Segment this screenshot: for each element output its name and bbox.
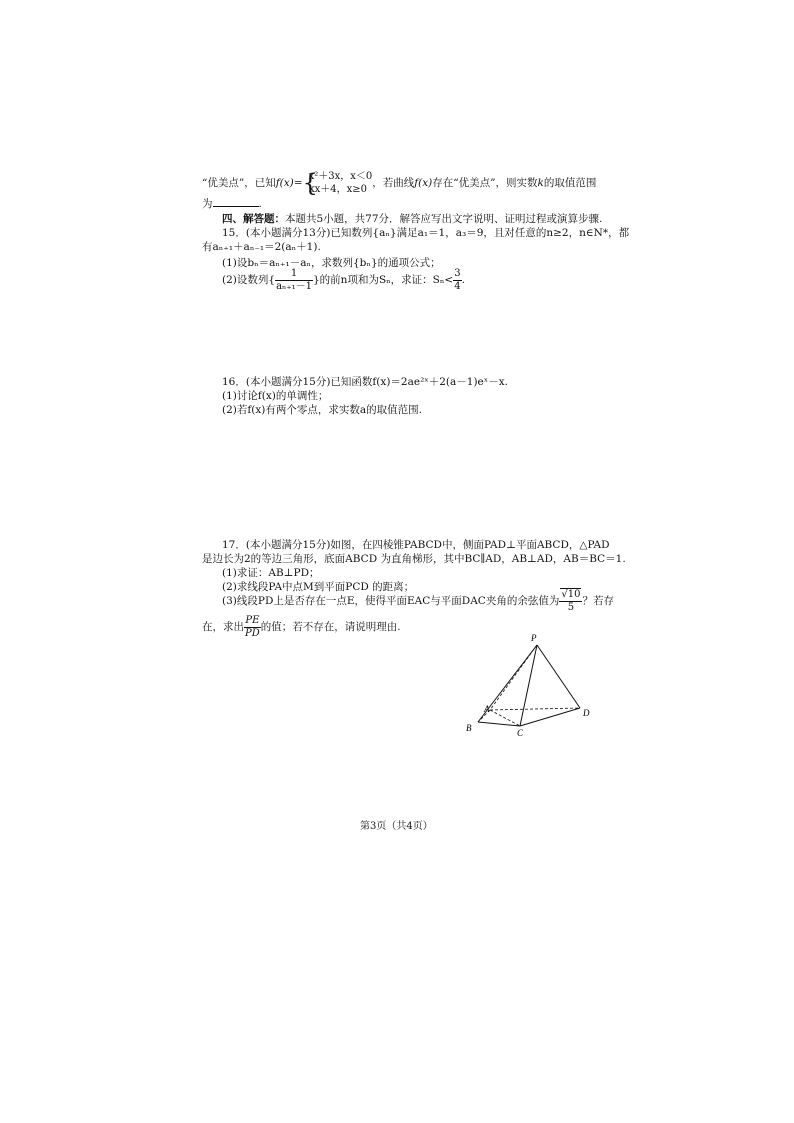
label-A: A [484,704,490,714]
edge-PD [537,645,580,708]
section-heading: 四、解答题：本题共5小题，共77分．解答应写出文字说明、证明过程或演算步骤. [222,213,603,225]
q15-part1: (1)设bₙ＝aₙ₊₁－aₙ，求数列{bₙ}的通项公式； [222,257,441,269]
q14-answer-line: 为 . [202,198,262,210]
q17-part2: (2)求线段PA中点M到平面PCD 的距离； [222,581,415,593]
q17-stem-line1: 17．(本小题满分15分)如图，在四棱锥PABCD中，侧面PAD⊥平面ABCD，△PAD [222,539,610,551]
q16-stem: 16．(本小题满分15分)已知函数f(x)＝2ae²ˣ＋2(a－1)eˣ－x. [222,376,508,388]
label-P: P [531,633,537,643]
q15-part2: (2)设数列{ $\frac{1}{\text{aₙ₊₁－1}}$ }的前n项和为Sₙ，求证：Sₙ< $\frac{3}{4}$ . [222,267,465,292]
q17-part3: (3)线段PD上是否存在一点E，使得平面EAC与平面DAC夹角的余弦值为 $\frac{√10}{5}$ ？若存 [222,588,614,613]
quote-term: “优美点” [202,177,245,189]
q17-part3-cont: 在，求出 $\frac{PE}{PD}$ 的值；若不存在，请说明理由. [202,614,401,639]
pyramid-figure [460,630,600,740]
edge-CD [520,708,580,726]
page-number: 第3页（共4页） [360,821,433,832]
q17-part1: (1)求证：AB⊥PD； [222,567,320,579]
edge-AD [490,708,580,710]
answer-blank [213,196,259,207]
label-C: C [517,728,524,738]
q15-stem-line1: 15．(本小题满分13分)已知数列{aₙ}满足a₁＝1，a₃＝9，且对任意的n≥2，n∈N*，都 [222,227,630,239]
q16-part1: (1)讨论f(x)的单调性； [222,390,329,402]
label-D: D [583,708,590,718]
q16-part2: (2)若f(x)有两个零点，求实数a的取值范围. [222,404,422,416]
label-B: B [466,723,472,733]
q14-tail: “优美点”，已知f(x)= { x²＋3x，x＜0 kx＋4，x≥0 ，若曲线f(x)存在“优美点”，则实数k的取值范围 [202,169,597,197]
q17-stem-line2: 是边长为2的等边三角形，底面ABCD 为直角梯形，其中BC∥AD，AB⊥AD，AB＝BC＝1. [202,553,626,565]
q15-stem-line2: 有aₙ₊₁＋aₙ₋₁＝2(aₙ＋1). [202,241,321,253]
edge-PC [520,645,537,726]
piecewise-function: { x²＋3x，x＜0 kx＋4，x≥0 [302,169,373,197]
